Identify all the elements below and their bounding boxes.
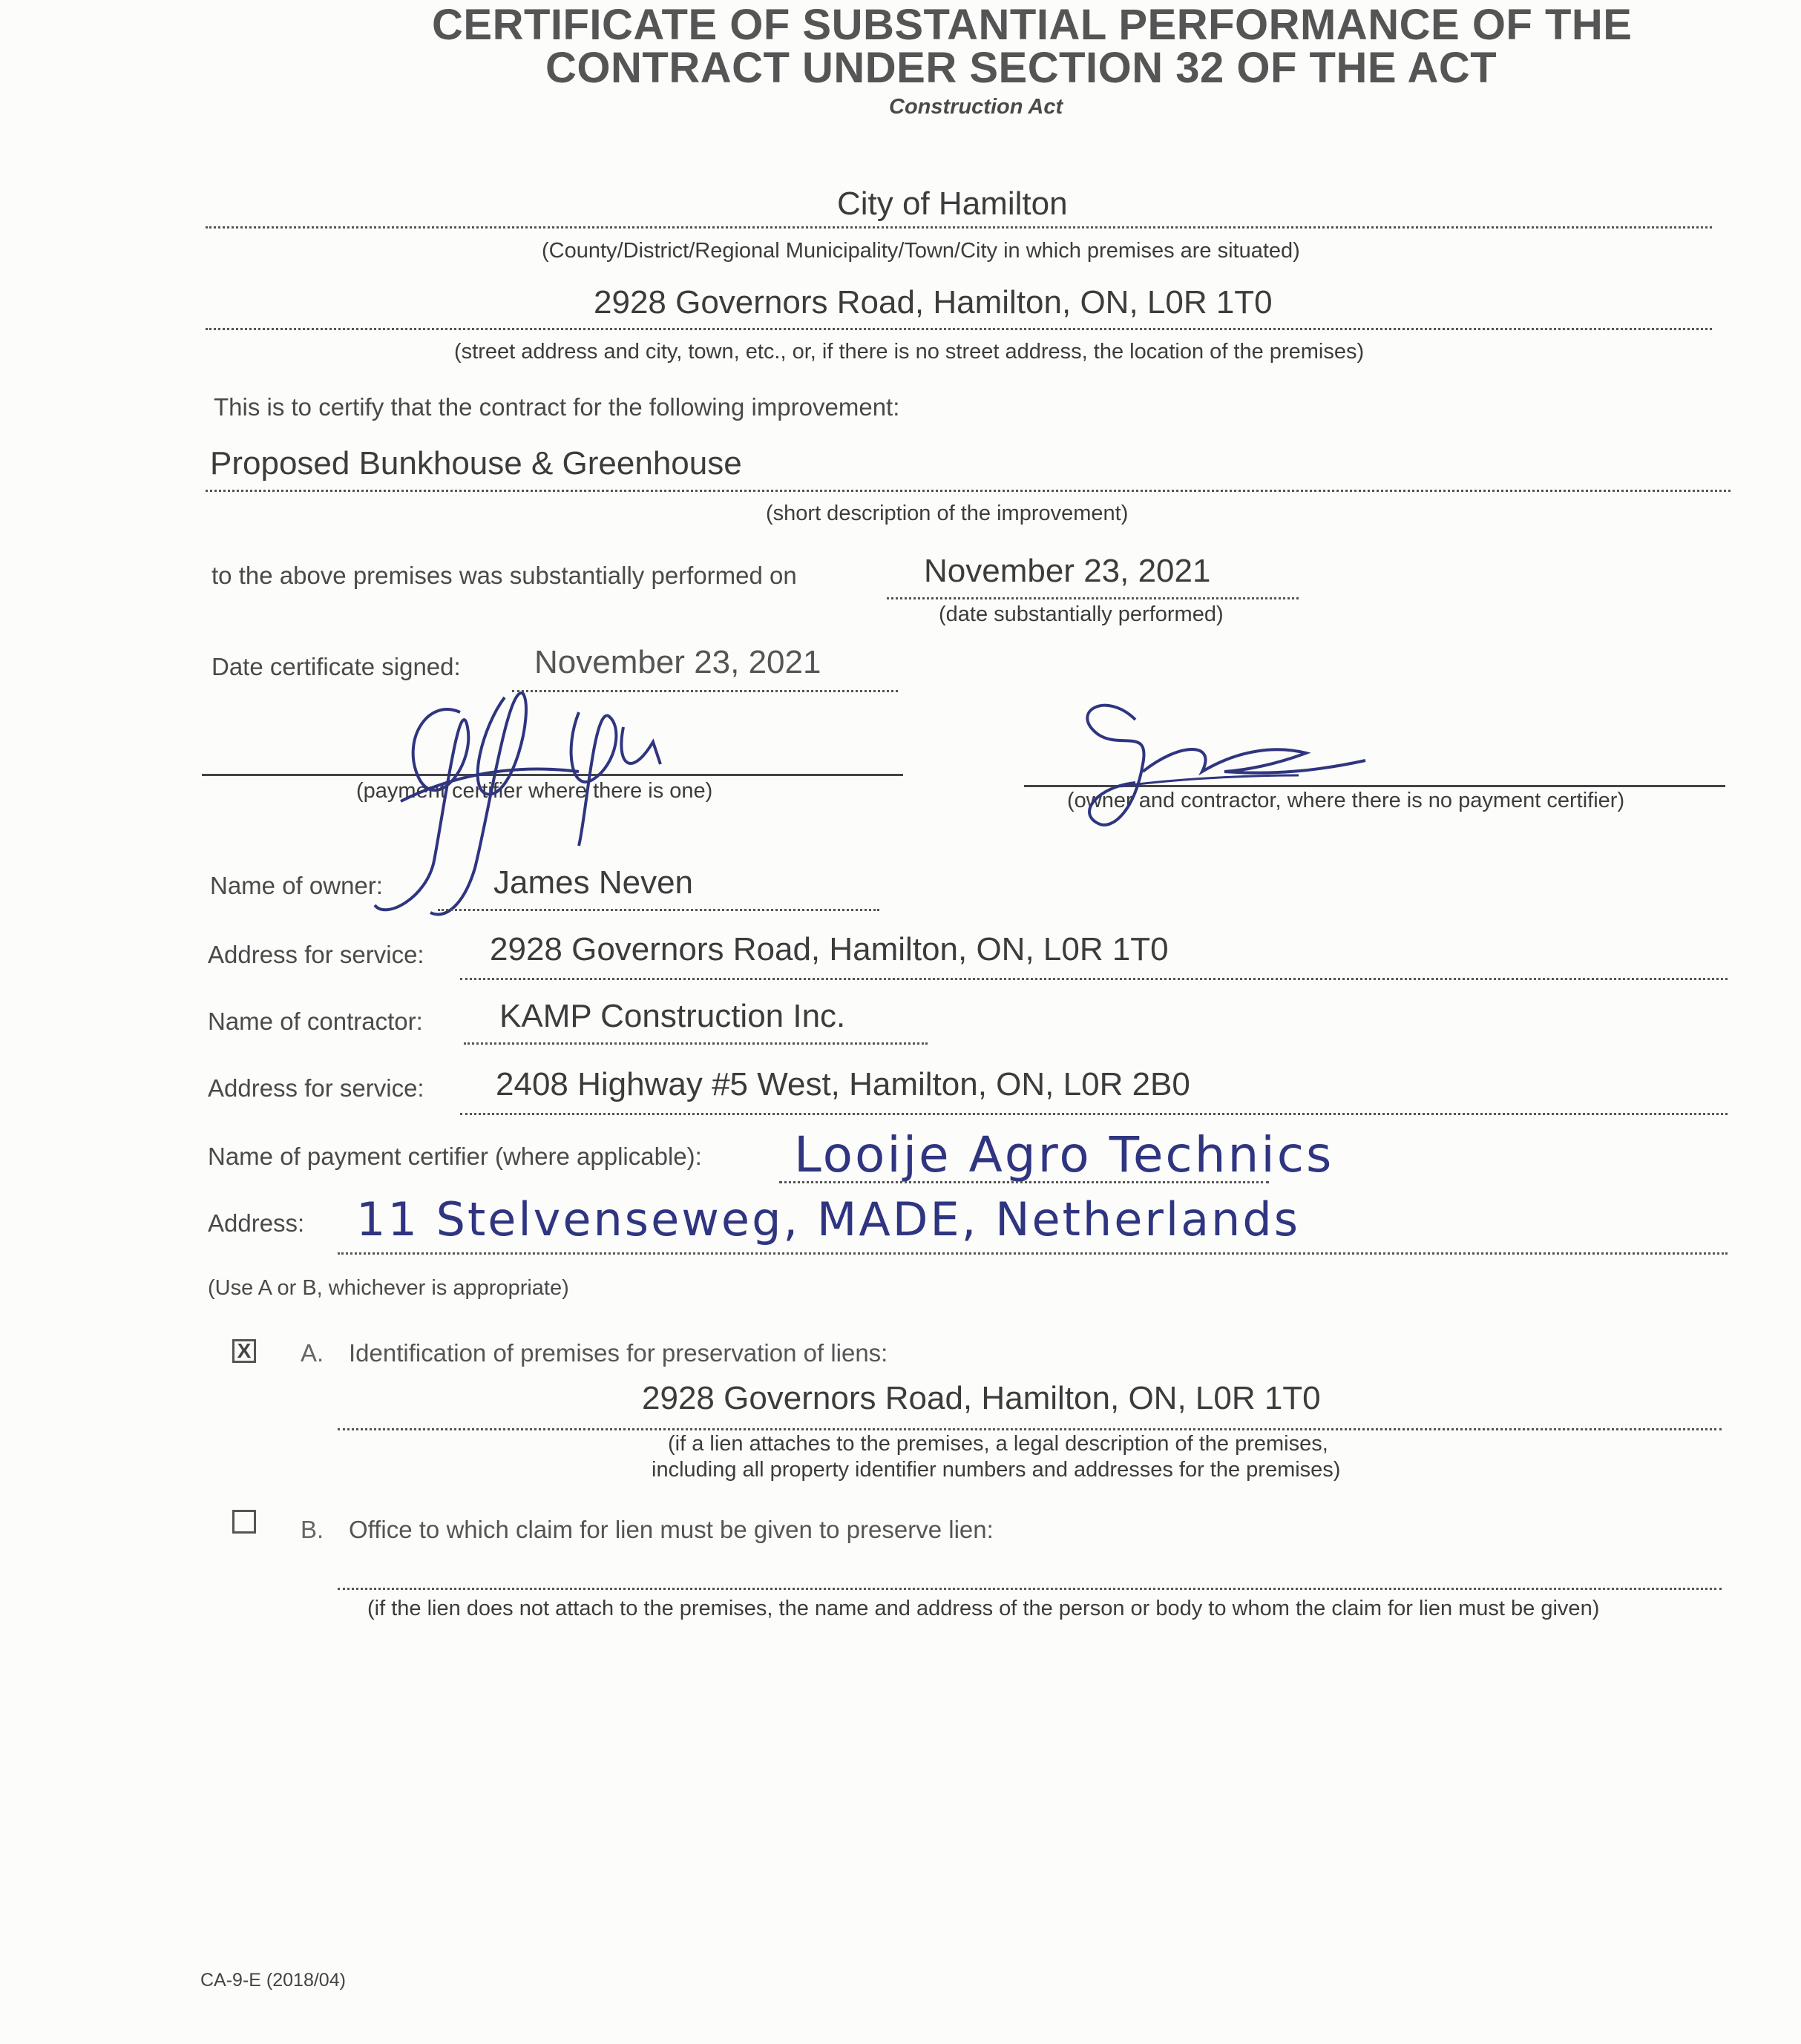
certifier-signature-caption: (payment certifier where there is one): [356, 779, 713, 803]
certifier-address-value: 11 Stelvenseweg, MADE, Netherlands: [356, 1192, 1301, 1246]
improvement-caption: (short description of the improvement): [766, 502, 1129, 525]
improvement-value: Proposed Bunkhouse & Greenhouse: [210, 445, 742, 482]
contractor-name-value: KAMP Construction Inc.: [499, 998, 846, 1034]
performed-line: [887, 597, 1299, 599]
owner-name-label: Name of owner:: [210, 872, 383, 899]
option-b-letter: B.: [301, 1516, 324, 1543]
premises-value: 2928 Governors Road, Hamilton, ON, L0R 1T0: [594, 284, 1273, 321]
owner-address-label: Address for service:: [208, 941, 424, 968]
option-a-premises-value: 2928 Governors Road, Hamilton, ON, L0R 1T0: [642, 1380, 1321, 1416]
owner-address-line: [460, 978, 1728, 980]
certifier-name-line: [779, 1181, 1269, 1183]
option-a-caption-line2: including all property identifier numbers and addresses for the premises): [652, 1458, 1341, 1482]
contractor-address-value: 2408 Highway #5 West, Hamilton, ON, L0R 2B0: [496, 1066, 1190, 1102]
option-b-text: Office to which claim for lien must be given to preserve lien:: [349, 1516, 994, 1543]
owner-signature-caption: (owner and contractor, where there is no payment certifier): [1067, 789, 1625, 812]
certifier-address-label: Address:: [208, 1209, 305, 1237]
municipality-line: [206, 226, 1712, 229]
owner-name-value: James Neven: [493, 864, 694, 901]
contractor-name-line: [464, 1042, 928, 1045]
premises-caption: (street address and city, town, etc., or, if there is no street address, the location of the premises): [454, 340, 1365, 364]
certifier-address-line: [338, 1252, 1728, 1255]
performed-caption: (date substantially performed): [939, 602, 1224, 626]
use-note: (Use A or B, whichever is appropriate): [208, 1276, 569, 1300]
improvement-line: [206, 490, 1731, 492]
signed-label: Date certificate signed:: [211, 653, 461, 680]
owner-address-value: 2928 Governors Road, Hamilton, ON, L0R 1T0: [490, 931, 1169, 967]
municipality-caption: (County/District/Regional Municipality/Town/City in which premises are situated): [542, 239, 1300, 263]
performed-date: November 23, 2021: [924, 553, 1211, 589]
owner-name-line: [438, 909, 879, 911]
certify-text: This is to certify that the contract for the following improvement:: [214, 393, 900, 421]
performed-label: to the above premises was substantially performed on: [211, 562, 797, 589]
owner-contractor-signature: [1054, 683, 1395, 846]
certifier-name-label: Name of payment certifier (where applicable):: [208, 1143, 702, 1170]
certifier-name-value: Looije Agro Technics: [794, 1126, 1334, 1183]
option-b-line: [338, 1588, 1722, 1590]
contractor-address-label: Address for service:: [208, 1074, 424, 1102]
option-a-text: Identification of premises for preservation of liens:: [349, 1339, 888, 1367]
form-code: CA-9-E (2018/04): [200, 1970, 346, 1991]
option-a-caption-line1: (if a lien attaches to the premises, a legal description of the premises,: [668, 1432, 1328, 1456]
option-b-caption: (if the lien does not attach to the premises, the name and address of the person or body to whom the claim for lien must be given): [367, 1597, 1600, 1620]
option-a-checkbox[interactable]: [232, 1339, 256, 1363]
option-a-check-mark: X: [237, 1339, 252, 1362]
premises-line: [206, 328, 1712, 330]
form-subtitle: Construction Act: [889, 95, 1063, 119]
signed-date: November 23, 2021: [534, 644, 821, 680]
contractor-address-line: [460, 1113, 1728, 1115]
form-title-line2: CONTRACT UNDER SECTION 32 OF THE ACT: [545, 44, 1497, 92]
contractor-name-label: Name of contractor:: [208, 1008, 423, 1035]
option-b-checkbox[interactable]: [232, 1510, 256, 1534]
municipality-value: City of Hamilton: [837, 185, 1068, 222]
option-a-line: [338, 1428, 1722, 1430]
option-a-letter: A.: [301, 1339, 324, 1367]
form-title-line1: CERTIFICATE OF SUBSTANTIAL PERFORMANCE OF THE: [432, 1, 1633, 49]
